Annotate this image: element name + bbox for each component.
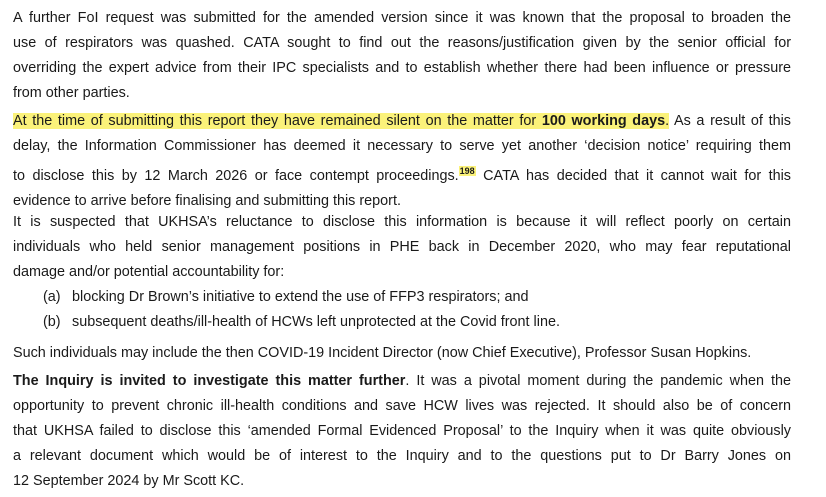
text-segment: As a result of this [669, 113, 791, 129]
highlight-period: . [665, 113, 670, 129]
list-item-text: blocking Dr Brown’s initiative to extend the use of FFP3 respirators; and [72, 289, 529, 305]
text-segment: CATA has decided that it cannot wait for this [475, 168, 791, 184]
text-line [13, 159, 791, 189]
text-line: from other parties. [13, 85, 130, 101]
paragraph-inquiry [13, 369, 791, 494]
text-line: evidence to arrive before finalising and submitting this report. [13, 193, 401, 209]
text-line: A further FoI request was submitted for the amended version since it was known that the proposal to broaden the [13, 10, 791, 26]
accountability-list [43, 285, 783, 335]
paragraph-silence [13, 109, 791, 214]
paragraph-foi-request [13, 6, 791, 106]
text-line: individuals who held senior management positions in PHE back in December 2020, who may fear reputational [13, 239, 791, 255]
list-marker: (b) [43, 314, 61, 330]
text-line [13, 109, 791, 134]
text-line: overriding the expert advice from their IPC specialists and to establish whether there had been influence or pressure [13, 60, 791, 76]
footnote-marker[interactable]: 198 [459, 166, 475, 176]
text-segment: to disclose this by 12 March 2026 or face contempt proceedings. [13, 168, 459, 184]
text-line: use of respirators was quashed. CATA sought to find out the reasons/justification given by the senior official for [13, 35, 791, 51]
bold-text: The Inquiry is invited to investigate this matter further [13, 373, 406, 389]
paragraph-individuals [13, 341, 791, 366]
text-line: opportunity to prevent chronic ill-health conditions and save HCW lives was rejected. It should also be of concern [13, 398, 791, 414]
text-line: that UKHSA failed to disclose this ‘amended Formal Evidenced Proposal’ to the Inquiry when it was quite obviously [13, 423, 791, 439]
text-line: delay, the Information Commissioner has deemed it necessary to serve yet another ‘decision notice’ requiring them [13, 138, 791, 154]
text-line: It is suspected that UKHSA’s reluctance to disclose this information is because it will reflect poorly on certain [13, 214, 791, 230]
text-segment: . It was a pivotal moment during the pandemic when the [405, 373, 791, 389]
list-item-text: subsequent deaths/ill-health of HCWs left unprotected at the Covid front line. [72, 314, 560, 330]
list-item [43, 310, 783, 335]
highlight-bold-text: 100 working days [541, 113, 666, 129]
paragraph-suspicion [13, 210, 791, 285]
text-line [13, 369, 791, 394]
text-line: a relevant document which would be of interest to the Inquiry and to the questions put to Dr Barry Jones on [13, 448, 791, 464]
text-line: 12 September 2024 by Mr Scott KC. [13, 473, 245, 489]
highlight-text: At the time of submitting this report they have remained silent on the matter for [13, 113, 542, 129]
list-item [43, 285, 783, 310]
text-line: damage and/or potential accountability for: [13, 264, 285, 280]
highlighted-text [13, 113, 669, 129]
list-marker: (a) [43, 289, 61, 305]
text-line: Such individuals may include the then COVID-19 Incident Director (now Chief Executive), Professor Susan Hopkins. [13, 345, 752, 361]
